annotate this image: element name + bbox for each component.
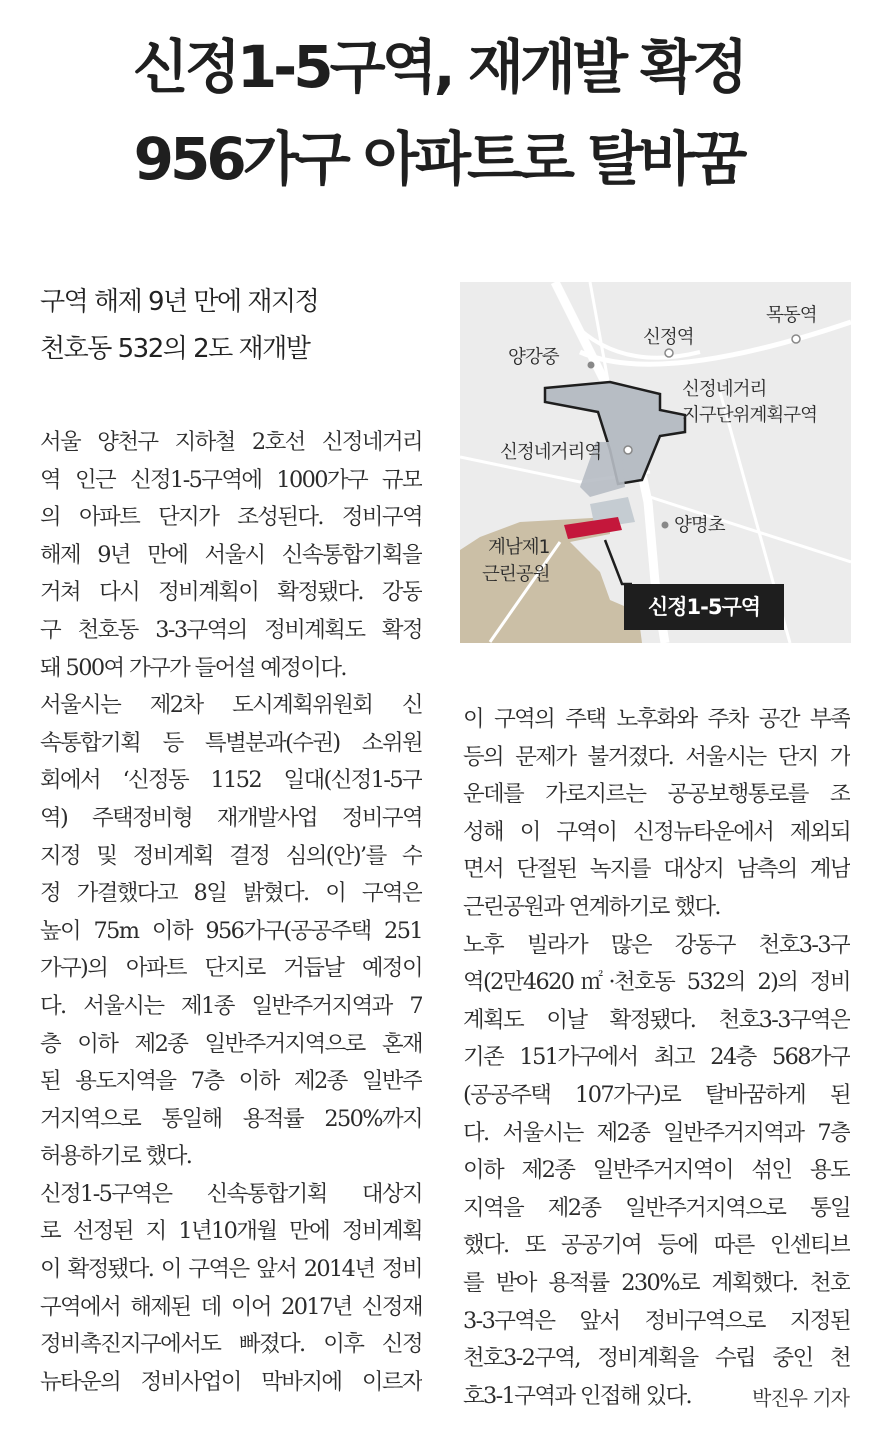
school-dot-yangmyeong bbox=[662, 522, 669, 529]
text-line: 된 용도지역을 7층 이하 제2종 일반주 bbox=[40, 1068, 422, 1095]
text-line: 허용하기로 했다. bbox=[40, 1143, 192, 1170]
text-line: 역 인근 신정1-5구역에 1000가구 규모 bbox=[40, 466, 422, 493]
text-line: 구 천호동 3-3구역의 정비계획도 확정 bbox=[40, 616, 422, 643]
text-line: 정 가결했다고 8일 밝혔다. 이 구역은 bbox=[40, 880, 422, 907]
label-sinjeong-negeori-station: 신정네거리역 bbox=[500, 442, 602, 463]
text-line: 계획도 이날 확정됐다. 천호3-3구역은 bbox=[463, 1006, 850, 1033]
headline-line-1: 신정1-5구역, 재개발 확정 bbox=[132, 33, 745, 101]
label-yanggang-school: 양강중 bbox=[508, 347, 559, 368]
text-line: 를 받아 용적률 230%로 계획했다. 천호 bbox=[463, 1269, 850, 1296]
school-dot-yanggang bbox=[588, 362, 595, 369]
text-line: 이 확정됐다. 이 구역은 앞서 2014년 정비 bbox=[40, 1256, 422, 1283]
text-line: 역(2만4620㎡·천호동 532의 2)의 정비 bbox=[463, 969, 850, 996]
text-line: 구역에서 해제된 데 이어 2017년 신정재 bbox=[40, 1293, 422, 1320]
article-left-column bbox=[40, 424, 422, 1401]
label-yangmyeong-school: 양명초 bbox=[674, 515, 725, 536]
text-line: 3-3구역은 앞서 정비구역으로 지정된 bbox=[463, 1307, 850, 1334]
road-east bbox=[580, 322, 851, 364]
text-line: (공공주택 107가구)로 탈바꿈하게 된 bbox=[463, 1081, 850, 1108]
text-line: 호3-1구역과 인접해 있다. bbox=[463, 1382, 692, 1409]
label-park-2: 근린공원 bbox=[482, 564, 550, 585]
text-line: 이 구역의 주택 노후화와 주차 공간 부족 bbox=[463, 706, 850, 732]
text-line: 근린공원과 연계하기로 했다. bbox=[463, 893, 720, 920]
text-line: 층 이하 제2종 일반주거지역으로 혼재 bbox=[40, 1030, 422, 1057]
text-line: 거지역으로 통일해 용적률 250%까지 bbox=[40, 1105, 422, 1132]
subhead-2: 천호동 532의 2도 재개발 bbox=[40, 334, 310, 364]
text-line: 했다. 또 공공기여 등에 따른 인센티브 bbox=[463, 1232, 850, 1259]
text-line: 성해 이 구역이 신정뉴타운에서 제외되 bbox=[463, 818, 850, 845]
text-line: 다. 서울시는 제2종 일반주거지역과 7층 bbox=[463, 1119, 850, 1146]
text-line: 이하 제2종 일반주거지역이 섞인 용도 bbox=[463, 1157, 850, 1184]
text-line: 서울 양천구 지하철 2호선 신정네거리 bbox=[40, 429, 422, 455]
text-line: 기존 151가구에서 최고 24층 568가구 bbox=[463, 1044, 850, 1071]
text-line: 의 아파트 단지가 조성된다. 정비구역 bbox=[40, 504, 422, 531]
text-line: 지정 및 정비계획 결정 심의(안)’를 수 bbox=[40, 842, 422, 869]
text-line: 뉴타운의 정비사업이 막바지에 이르자 bbox=[40, 1368, 422, 1395]
station-dot-sinjeong bbox=[665, 349, 673, 357]
label-district-2: 지구단위계획구역 bbox=[682, 405, 817, 426]
text-line: 속통합기획 등 특별분과(수권) 소위원 bbox=[40, 729, 422, 756]
byline: 박진우 기자 bbox=[752, 1386, 849, 1410]
text-line: 역) 주택정비형 재개발사업 정비구역 bbox=[40, 804, 422, 831]
text-line: 거쳐 다시 정비계획이 확정됐다. 강동 bbox=[40, 579, 422, 606]
text-line: 서울시는 제2차 도시계획위원회 신 bbox=[40, 692, 422, 719]
callout-leader bbox=[605, 540, 632, 584]
text-line: 돼 500여 가구가 들어설 예정이다. bbox=[40, 654, 346, 681]
text-line: 신정1-5구역은 신속통합기획 대상지 bbox=[40, 1180, 422, 1207]
text-line: 면서 단절된 녹지를 대상지 남측의 계남 bbox=[463, 856, 850, 883]
subhead-1: 구역 해제 9년 만에 재지정 bbox=[40, 287, 319, 317]
text-line: 다. 서울시는 제1종 일반주거지역과 7 bbox=[40, 992, 422, 1019]
text-line: 운데를 가로지르는 공공보행통로를 조 bbox=[463, 781, 850, 808]
headline-line-2: 956가구 아파트로 탈바꿈 bbox=[133, 125, 744, 193]
text-line: 높이 75m 이하 956가구(공공주택 251 bbox=[40, 917, 422, 944]
text-line: 노후 빌라가 많은 강동구 천호3-3구 bbox=[463, 931, 850, 958]
text-line: 등의 문제가 불거졌다. 서울시는 단지 가 bbox=[463, 743, 850, 770]
text-line: 지역을 제2종 일반주거지역으로 통일 bbox=[463, 1194, 850, 1221]
article-right-column bbox=[463, 701, 850, 1415]
text-line: 로 선정된 지 1년10개월 만에 정비계획 bbox=[40, 1218, 422, 1245]
label-district-1: 신정네거리 bbox=[682, 379, 767, 400]
station-dot-sinjeong-negeori bbox=[624, 446, 632, 454]
text-line: 해제 9년 만에 서울시 신속통합기획을 bbox=[40, 541, 422, 568]
text-line: 회에서 ‘신정동 1152 일대(신정1-5구 bbox=[40, 767, 422, 794]
station-dot-mokdong bbox=[792, 335, 800, 343]
target-area-callout: 신정1-5구역 bbox=[624, 584, 784, 630]
location-map bbox=[460, 282, 851, 643]
label-park-1: 계남제1 bbox=[488, 537, 550, 558]
label-sinjeong-station: 신정역 bbox=[643, 327, 694, 348]
text-line: 정비촉진지구에서도 빠졌다. 이후 신정 bbox=[40, 1331, 422, 1358]
label-mokdong-station: 목동역 bbox=[766, 305, 817, 326]
text-line: 가구)의 아파트 단지로 거듭날 예정이 bbox=[40, 955, 422, 982]
text-line: 천호3-2구역, 정비계획을 수립 중인 천 bbox=[463, 1345, 850, 1372]
